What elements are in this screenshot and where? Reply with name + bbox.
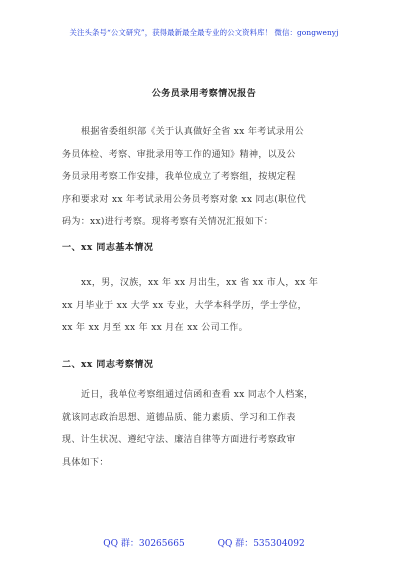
intro-paragraph (62, 121, 352, 234)
paragraph-line: 码为：xx)进行考察。现将考察有关情况汇报如下： (62, 217, 274, 227)
paragraph-line: xx，男，汉族，xx 年 xx 月出生，xx 省 xx 市人，xx 年 (81, 278, 319, 288)
paragraph-line: xx 月毕业于 xx 大学 xx 专业，大学本科学历，学士学位， (62, 300, 307, 311)
document-title: 公务员录用考察情况报告 (151, 89, 257, 99)
section-heading-inspection: 二、xx 同志考察情况 (62, 360, 154, 370)
inspection-paragraph (62, 384, 352, 474)
paragraph-line: 现、计生状况、遵纪守法、廉洁自律等方面进行考察政审 (62, 435, 296, 445)
footer-qq-group-2: QQ 群：535304092 (217, 539, 305, 549)
header-notice: 关注头条号“公文研究”，获得最新最全最专业的公文资料库！ 微信：gongwenyj (69, 28, 339, 37)
basic-info-paragraph (62, 272, 352, 340)
paragraph-line: 根据省委组织部《关于认真做好全省 xx 年考试录用公 (81, 127, 304, 137)
section-heading-basic-info: 一、xx 同志基本情况 (62, 243, 154, 253)
paragraph-line: 序和要求对 xx 年考试录用公务员考察对象 xx 同志(职位代 (62, 194, 307, 205)
paragraph-line: 近日，我单位考察组通过信函和查看 xx 同志个人档案， (81, 390, 314, 400)
paragraph-line: 就该同志政治思想、道德品质、能力素质、学习和工作表 (62, 412, 296, 423)
paragraph-line: xx 年 xx 月至 xx 年 xx 月在 xx 公司工作。 (62, 323, 249, 333)
paragraph-line: 具体如下： (62, 457, 109, 468)
paragraph-line: 务员体检、考察、审批录用等工作的通知》精神，以及公 (62, 149, 296, 160)
footer-qq-groups (0, 536, 408, 549)
footer-qq-group-1: QQ 群：30265665 (103, 539, 185, 549)
paragraph-line: 务员录用考察工作安排，我单位成立了考察组，按规定程 (62, 172, 296, 182)
